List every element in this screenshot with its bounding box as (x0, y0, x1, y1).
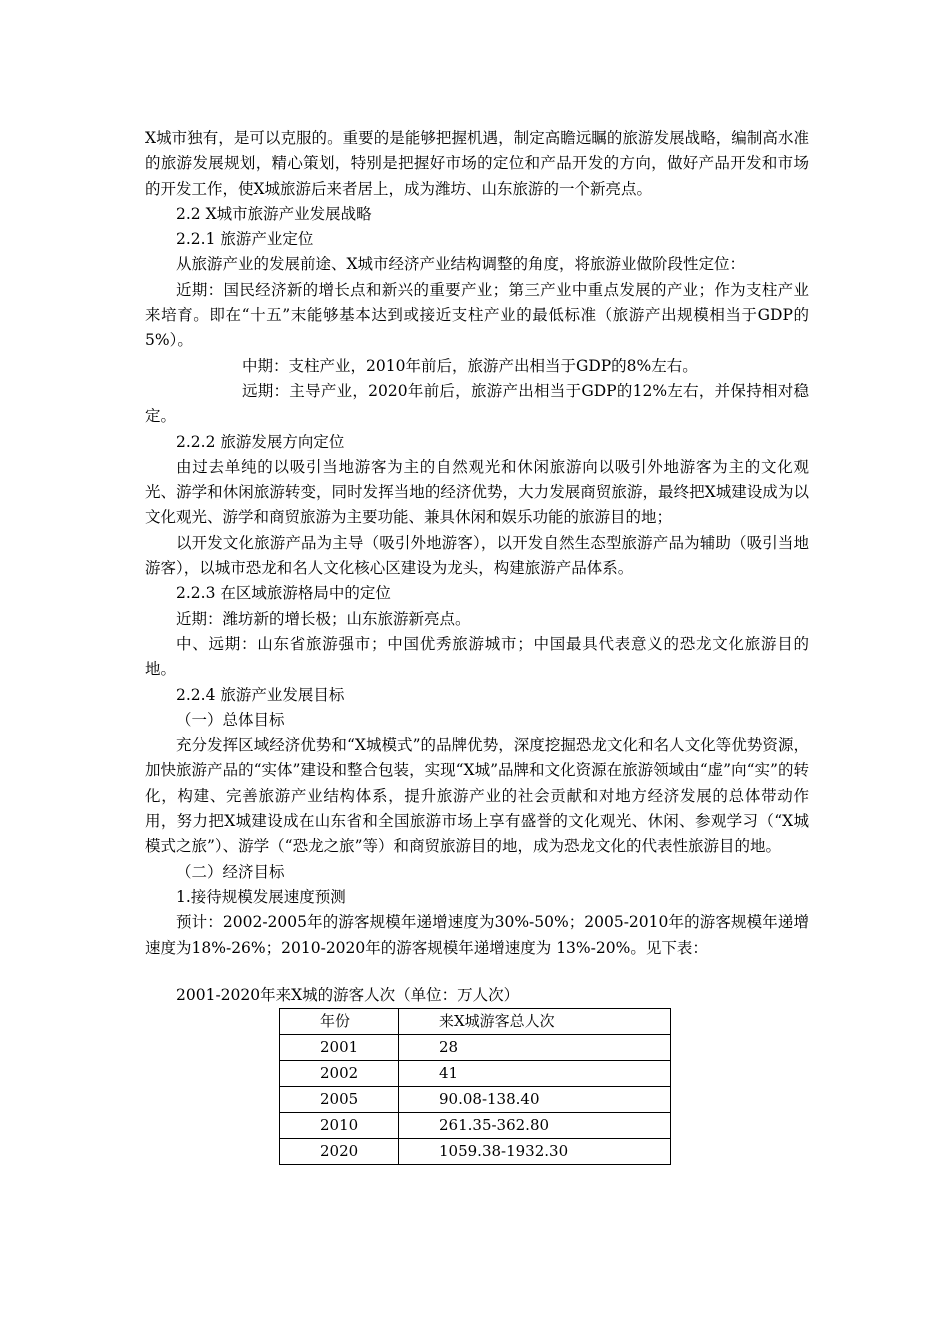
paragraph: 近期：国民经济新的增长点和新兴的重要产业；第三产业中重点发展的产业；作为支柱产业来培育。即在“十五”末能够基本达到或接近支柱产业的最低标准（旅游产出规模相当于GDP的5%）。 (145, 280, 809, 350)
paragraph: 中、远期：山东省旅游强市；中国优秀旅游城市；中国最具代表意义的恐龙文化旅游目的地。 (145, 634, 809, 679)
visitors-cell: 1059.38-1932.30 (399, 1139, 671, 1165)
paragraph: X城市独有，是可以克服的。重要的是能够把握机遇，制定高瞻远瞩的旅游发展战略，编制高水准的旅游发展规划，精心策划，特别是把握好市场的定位和产品开发的方向，做好产品开发和市场的开发工作，使X城旅游后来者居上，成为潍坊、山东旅游的一个新亮点。 (145, 129, 809, 198)
paragraph: 从旅游产业的发展前途、X城市经济产业结构调整的角度，将旅游业做阶段性定位： (176, 255, 746, 274)
paragraph: 充分发挥区域经济优势和“X城模式”的品牌优势，深度挖掘恐龙文化和名人文化等优势资源，加快旅游产品的“实体”建设和整合包装，实现“X城”品牌和文化资源在旅游领域由“虚”向“实”的转化，构建、完善旅游产业结构体系，提升旅游产业的社会贡献和对地方经济发展的总体带动作用，努力把X城建设成在山东省和全国旅游市场上享有盛誉的文化观光、休闲、参观学习（“X城模式之旅”）、游学（“恐龙之旅”等）和商贸旅游目的地，成为恐龙文化的代表性旅游目的地。 (145, 736, 809, 856)
year-cell: 2002 (280, 1061, 399, 1087)
subsection-heading: 2.2.2 旅游发展方向定位 (176, 432, 345, 451)
visitors-cell: 28 (399, 1035, 671, 1061)
goal-heading: （一）总体目标 (176, 710, 285, 729)
paragraph: 预计：2002-2005年的游客规模年递增速度为30%-50%；2005-2010年的游客规模年递增速度为18%-26%；2010-2020年的游客规模年递增速度为 13%-20%。见下表： (145, 913, 809, 957)
document-body (145, 126, 809, 1165)
paragraph: 以开发文化旅游产品为主导（吸引外地游客），以开发自然生态型旅游产品为辅助（吸引当地游客），以城市恐龙和名人文化核心区建设为龙头，构建旅游产品体系。 (145, 533, 809, 578)
header-cell-year: 年份 (280, 1009, 399, 1035)
year-cell: 2005 (280, 1087, 399, 1113)
paragraph: 中期：支柱产业，2010年前后，旅游产出相当于GDP的8%左右。 (242, 356, 698, 375)
visitors-cell: 261.35-362.80 (399, 1113, 671, 1139)
visitors-cell: 41 (399, 1061, 671, 1087)
goal-heading: （二）经济目标 (176, 862, 285, 881)
table-caption: 2001-2020年来X城的游客人次（单位：万人次） (176, 985, 520, 1004)
subsection-heading: 2.2.1 旅游产业定位 (176, 230, 314, 249)
table-row (280, 1061, 671, 1087)
table-header-row (280, 1009, 671, 1035)
table-row (280, 1139, 671, 1165)
item-heading: 1.接待规模发展速度预测 (176, 887, 346, 906)
paragraph: 近期：潍坊新的增长极；山东旅游新亮点。 (176, 609, 471, 628)
visitors-cell: 90.08-138.40 (399, 1087, 671, 1113)
paragraph: 由过去单纯的以吸引当地游客为主的自然观光和休闲旅游向以吸引外地游客为主的文化观光、游学和休闲旅游转变，同时发挥当地的经济优势，大力发展商贸旅游，最终把X城建设成为以文化观光、游学和商贸旅游为主要功能、兼具休闲和娱乐功能的旅游目的地； (145, 457, 809, 527)
subsection-heading: 2.2.3 在区域旅游格局中的定位 (176, 584, 391, 603)
subsection-heading: 2.2.4 旅游产业发展目标 (176, 685, 345, 704)
header-cell-visitors: 来X城游客总人次 (399, 1009, 671, 1035)
table-row (280, 1113, 671, 1139)
year-cell: 2010 (280, 1113, 399, 1139)
paragraph: 远期：主导产业，2020年前后，旅游产出相当于GDP的12%左右，并保持相对稳定。 (145, 381, 809, 426)
year-cell: 2001 (280, 1035, 399, 1061)
section-heading: 2.2 X城市旅游产业发展战略 (176, 204, 372, 223)
visitor-table (279, 1008, 671, 1165)
table-row (280, 1087, 671, 1113)
year-cell: 2020 (280, 1139, 399, 1165)
table-row (280, 1035, 671, 1061)
